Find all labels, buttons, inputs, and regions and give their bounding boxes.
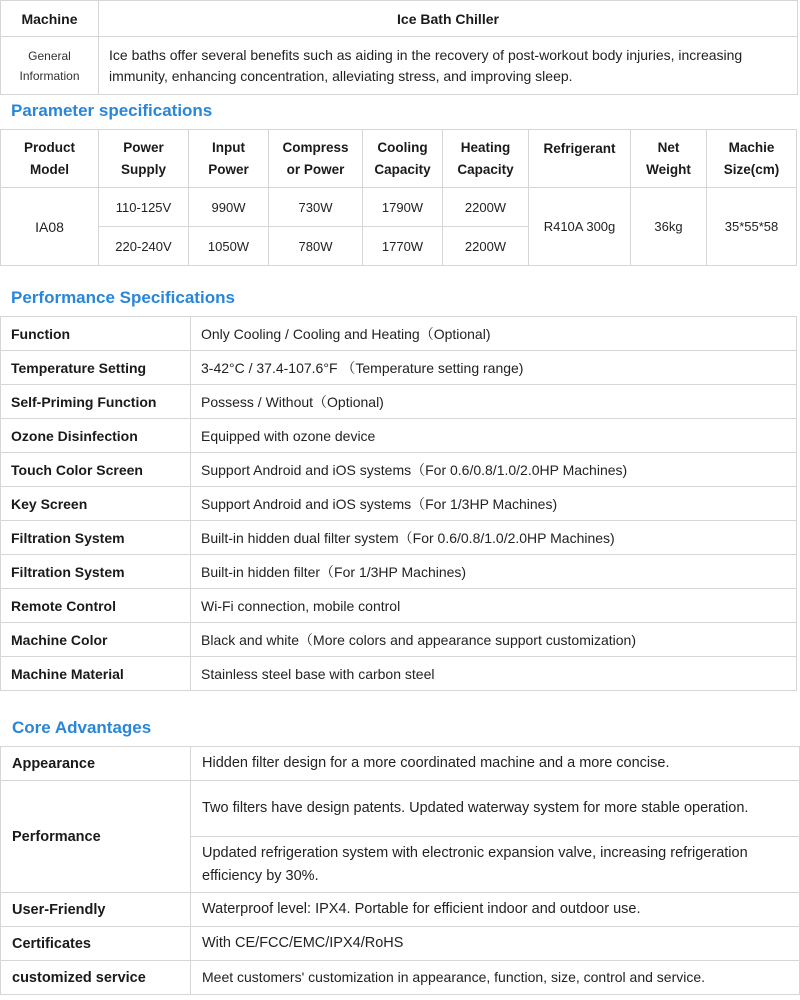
core-key-certificates: Certificates: [1, 927, 191, 961]
machine-value: Ice Bath Chiller: [99, 1, 798, 37]
header-refrigerant: Refrigerant: [529, 130, 631, 188]
table-row: [1, 385, 797, 419]
perf-key: Key Screen: [1, 487, 191, 521]
table-row: [1, 961, 800, 995]
heating-cell: 2200W: [443, 188, 529, 227]
table-row: [1, 487, 797, 521]
perf-value: Possess / Without（Optional): [191, 385, 797, 419]
perf-value: Wi-Fi connection, mobile control: [191, 589, 797, 623]
table-row: [1, 521, 797, 555]
perf-value: Black and white（More colors and appearance support customization): [191, 623, 797, 657]
core-value-user-friendly: Waterproof level: IPX4. Portable for efficient indoor and outdoor use.: [191, 893, 800, 927]
table-row: [1, 351, 797, 385]
table-row: [1, 555, 797, 589]
general-info-label-line2: Information: [19, 68, 80, 83]
perf-key: Machine Material: [1, 657, 191, 691]
performance-table: [0, 316, 797, 691]
heating-cell: 2200W: [443, 227, 529, 266]
perf-value: Support Android and iOS systems（For 1/3HP Machines): [191, 487, 797, 521]
header-power-supply: Power Supply: [99, 130, 189, 188]
table-row: [1, 453, 797, 487]
perf-value: 3-42°C / 37.4-107.6°F （Temperature setting range): [191, 351, 797, 385]
perf-key: Remote Control: [1, 589, 191, 623]
perf-key: Function: [1, 317, 191, 351]
perf-value: Only Cooling / Cooling and Heating（Optional): [191, 317, 797, 351]
perf-key: Temperature Setting: [1, 351, 191, 385]
general-info-label: [1, 37, 99, 95]
core-key-customized-service: customized service: [1, 961, 191, 995]
compressor-cell: 780W: [269, 227, 363, 266]
header-heating-capacity: Heating Capacity: [443, 130, 529, 188]
header-product-model: Product Model: [1, 130, 99, 188]
input-cell: 1050W: [189, 227, 269, 266]
table-row: [1, 419, 797, 453]
perf-value: Built-in hidden filter（For 1/3HP Machines): [191, 555, 797, 589]
core-key-performance: Performance: [1, 781, 191, 893]
perf-value: Equipped with ozone device: [191, 419, 797, 453]
perf-key: Machine Color: [1, 623, 191, 657]
table-row: [1, 657, 797, 691]
core-value-appearance: Hidden filter design for a more coordinated machine and a more concise.: [191, 747, 800, 781]
cooling-cell: 1790W: [363, 188, 443, 227]
perf-key: Touch Color Screen: [1, 453, 191, 487]
table-row: [1, 927, 800, 961]
general-info-label-line1: General: [28, 48, 71, 63]
performance-specifications-title: Performance Specifications: [11, 288, 235, 307]
parameter-table: [0, 129, 797, 266]
perf-key: Self-Priming Function: [1, 385, 191, 419]
perf-key: Ozone Disinfection: [1, 419, 191, 453]
parameter-header-row: [1, 130, 797, 188]
general-info-text: Ice baths offer several benefits such as aiding in the recovery of post-workout body injuries, increasing immunity, enhancing concentration, alleviating stress, and improving sleep.: [99, 37, 798, 95]
input-cell: 990W: [189, 188, 269, 227]
core-advantages-table: [0, 746, 800, 995]
header-machine-size: Machie Size(cm): [707, 130, 797, 188]
table-row: [1, 317, 797, 351]
header-input-power: Input Power: [189, 130, 269, 188]
table-row: [1, 747, 800, 781]
perf-value: Support Android and iOS systems（For 0.6/0.8/1.0/2.0HP Machines): [191, 453, 797, 487]
size-cell: 35*55*58: [707, 188, 797, 266]
supply-cell: 110-125V: [99, 188, 189, 227]
core-value-performance-2: Updated refrigeration system with electronic expansion valve, increasing refrigeration efficiency by 30%.: [191, 837, 800, 893]
header-net-weight: Net Weight: [631, 130, 707, 188]
core-advantages-title: Core Advantages: [12, 718, 152, 737]
compressor-cell: 730W: [269, 188, 363, 227]
perf-value: Stainless steel base with carbon steel: [191, 657, 797, 691]
perf-key: Filtration System: [1, 555, 191, 589]
table-row: [1, 893, 800, 927]
general-info-table: [0, 0, 798, 95]
core-value-customized-service: Meet customers' customization in appearance, function, size, control and service.: [191, 961, 800, 995]
supply-cell: 220-240V: [99, 227, 189, 266]
core-key-appearance: Appearance: [1, 747, 191, 781]
cooling-cell: 1770W: [363, 227, 443, 266]
parameter-specifications-title: Parameter specifications: [11, 101, 213, 120]
perf-value: Built-in hidden dual filter system（For 0.6/0.8/1.0/2.0HP Machines): [191, 521, 797, 555]
table-row: [1, 781, 800, 837]
core-value-performance-1: Two filters have design patents. Updated waterway system for more stable operation.: [191, 781, 800, 837]
core-value-certificates: With CE/FCC/EMC/IPX4/RoHS: [191, 927, 800, 961]
model-cell: IA08: [1, 188, 99, 266]
refrigerant-cell: R410A 300g: [529, 188, 631, 266]
header-compressor-power: Compress or Power: [269, 130, 363, 188]
header-cooling-capacity: Cooling Capacity: [363, 130, 443, 188]
core-key-user-friendly: User-Friendly: [1, 893, 191, 927]
table-row: [1, 188, 797, 227]
machine-label: Machine: [1, 1, 99, 37]
table-row: [1, 589, 797, 623]
table-row: [1, 623, 797, 657]
perf-key: Filtration System: [1, 521, 191, 555]
weight-cell: 36kg: [631, 188, 707, 266]
